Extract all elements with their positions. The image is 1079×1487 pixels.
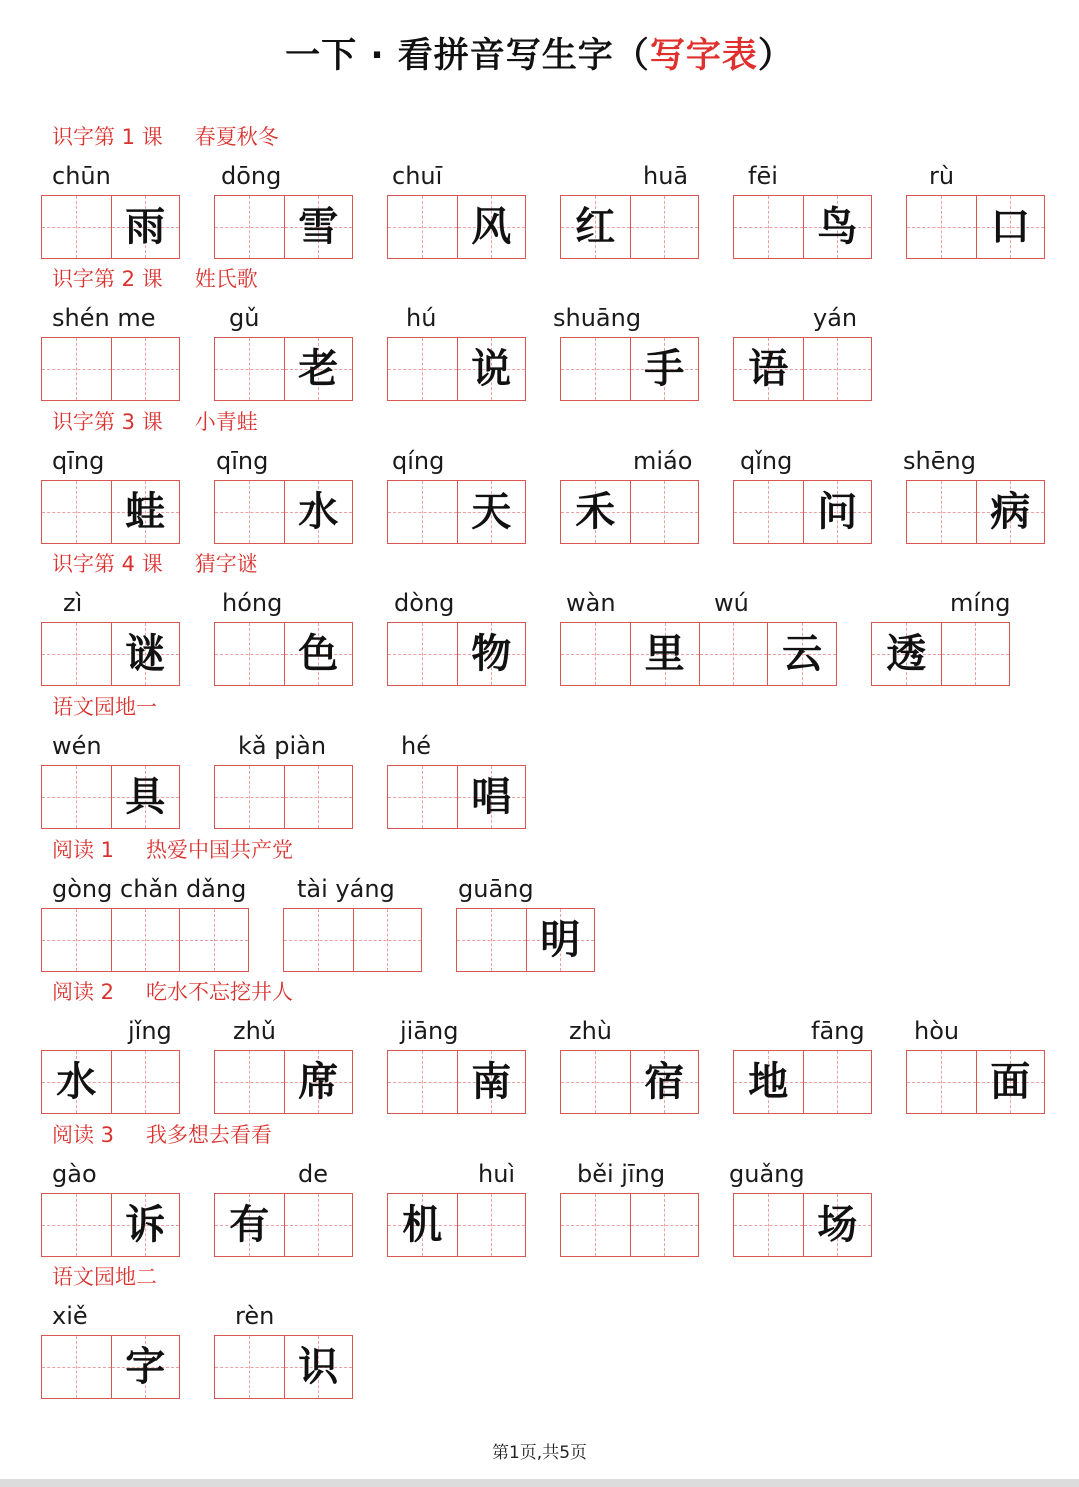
character-cell <box>215 1194 284 1256</box>
blank-writing-cell[interactable] <box>907 1051 976 1113</box>
lesson-title: 姓氏歌 <box>194 267 258 291</box>
character-cell <box>457 623 526 685</box>
character-cell <box>111 1336 180 1398</box>
blank-writing-cell[interactable] <box>734 481 803 543</box>
tianzige-grid <box>214 337 353 401</box>
tianzige-grid <box>733 337 872 401</box>
blank-writing-cell[interactable] <box>284 1194 353 1256</box>
lesson-heading <box>52 407 258 437</box>
lesson-number: 阅读 1 <box>52 838 115 862</box>
lesson-number: 阅读 2 <box>52 980 115 1004</box>
blank-writing-cell[interactable] <box>111 1051 180 1113</box>
tianzige-grid <box>733 195 872 259</box>
hanzi-character: 席 <box>298 1058 339 1105</box>
blank-writing-cell[interactable] <box>42 196 111 258</box>
hanzi-character: 红 <box>575 203 616 250</box>
hanzi-character: 禾 <box>575 488 616 535</box>
pinyin-label: chuī <box>392 162 443 190</box>
character-cell <box>976 196 1045 258</box>
pinyin-label: dōng <box>221 162 282 190</box>
lesson-heading <box>52 835 293 865</box>
blank-writing-cell[interactable] <box>42 623 111 685</box>
tianzige-grid <box>560 622 837 686</box>
tianzige-grid <box>214 1335 353 1399</box>
character-cell <box>284 481 353 543</box>
bottom-bar <box>0 1479 1079 1487</box>
lesson-title: 小青蛙 <box>194 410 258 434</box>
tianzige-grid <box>41 1050 180 1114</box>
blank-writing-cell[interactable] <box>630 481 699 543</box>
pinyin-label: hú <box>406 304 437 332</box>
tianzige-grid <box>733 1050 872 1114</box>
tianzige-grid <box>283 908 422 972</box>
page-title <box>0 30 1079 82</box>
blank-writing-cell[interactable] <box>215 1336 284 1398</box>
pinyin-label: huì <box>478 1160 516 1188</box>
character-cell <box>803 196 872 258</box>
pinyin-label: rèn <box>235 1302 275 1330</box>
character-cell <box>767 623 836 685</box>
tianzige-grid <box>41 195 180 259</box>
hanzi-character: 唱 <box>471 773 512 820</box>
blank-writing-cell[interactable] <box>42 1336 111 1398</box>
pinyin-label: wàn <box>566 589 616 617</box>
pinyin-label: hòu <box>914 1017 960 1045</box>
pinyin-label: shēng <box>903 447 976 475</box>
blank-writing-cell[interactable] <box>388 1051 457 1113</box>
character-cell <box>284 196 353 258</box>
pinyin-label: jiāng <box>400 1017 459 1045</box>
pinyin-label: guǎng <box>729 1160 805 1188</box>
blank-writing-cell[interactable] <box>42 338 111 400</box>
lesson-title: 春夏秋冬 <box>194 125 279 149</box>
tianzige-grid <box>456 908 595 972</box>
blank-writing-cell[interactable] <box>803 1051 872 1113</box>
blank-writing-cell[interactable] <box>941 623 1010 685</box>
hanzi-character: 机 <box>402 1201 443 1248</box>
tianzige-grid <box>41 1335 180 1399</box>
tianzige-grid <box>733 480 872 544</box>
blank-writing-cell[interactable] <box>561 338 630 400</box>
hanzi-character: 水 <box>56 1058 97 1105</box>
hanzi-character: 地 <box>748 1058 789 1105</box>
lesson-number: 识字第 4 课 <box>52 552 163 576</box>
blank-writing-cell[interactable] <box>734 196 803 258</box>
character-cell <box>630 338 699 400</box>
blank-writing-cell[interactable] <box>803 338 872 400</box>
tianzige-grid <box>41 337 180 401</box>
tianzige-grid <box>387 622 526 686</box>
character-cell <box>284 1336 353 1398</box>
tianzige-grid <box>214 765 353 829</box>
hanzi-character: 云 <box>782 630 823 677</box>
hanzi-character: 有 <box>229 1201 270 1248</box>
character-cell <box>111 1194 180 1256</box>
tianzige-grid <box>387 195 526 259</box>
hanzi-character: 口 <box>990 203 1031 250</box>
hanzi-character: 雪 <box>298 203 339 250</box>
pinyin-label: yán <box>813 304 858 332</box>
hanzi-character: 透 <box>886 630 927 677</box>
tianzige-grid <box>560 1050 699 1114</box>
character-cell <box>284 338 353 400</box>
blank-writing-cell[interactable] <box>907 196 976 258</box>
tianzige-grid <box>387 480 526 544</box>
character-cell <box>457 196 526 258</box>
blank-writing-cell[interactable] <box>457 1194 526 1256</box>
lesson-heading <box>52 977 293 1007</box>
character-cell <box>457 481 526 543</box>
blank-writing-cell[interactable] <box>215 481 284 543</box>
pinyin-label: de <box>298 1160 328 1188</box>
hanzi-character: 鸟 <box>817 203 858 250</box>
blank-writing-cell[interactable] <box>734 1194 803 1256</box>
character-cell <box>976 481 1045 543</box>
tianzige-grid <box>906 1050 1045 1114</box>
pinyin-label: qīng <box>52 447 105 475</box>
lesson-number: 识字第 2 课 <box>52 267 163 291</box>
page-footer: 第1页,共5页 <box>491 1443 588 1463</box>
lesson-heading <box>52 692 157 722</box>
blank-writing-cell[interactable] <box>42 766 111 828</box>
blank-writing-cell[interactable] <box>215 1051 284 1113</box>
character-cell <box>42 1051 111 1113</box>
tianzige-grid <box>733 1193 872 1257</box>
hanzi-character: 南 <box>471 1058 512 1105</box>
hanzi-character: 风 <box>471 203 512 250</box>
pinyin-label: gòng chǎn dǎng <box>52 875 247 903</box>
pinyin-label: chūn <box>52 162 111 190</box>
hanzi-character: 雨 <box>125 203 166 250</box>
hanzi-character: 诉 <box>125 1201 166 1248</box>
pinyin-label: guāng <box>458 875 534 903</box>
hanzi-character: 说 <box>471 345 512 392</box>
tianzige-grid <box>906 195 1045 259</box>
tianzige-grid <box>41 908 249 972</box>
hanzi-character: 色 <box>298 630 339 677</box>
blank-writing-cell[interactable] <box>561 1194 630 1256</box>
blank-writing-cell[interactable] <box>457 909 526 971</box>
pinyin-label: huā <box>643 162 689 190</box>
character-cell <box>526 909 595 971</box>
character-cell <box>457 1051 526 1113</box>
blank-writing-cell[interactable] <box>630 1194 699 1256</box>
pinyin-label: qíng <box>392 447 445 475</box>
title-highlight: 写字表 <box>649 36 758 76</box>
hanzi-character: 病 <box>990 488 1031 535</box>
character-cell <box>734 338 803 400</box>
blank-writing-cell[interactable] <box>388 338 457 400</box>
character-cell <box>111 623 180 685</box>
blank-writing-cell[interactable] <box>699 623 768 685</box>
pinyin-label: hóng <box>222 589 283 617</box>
character-cell <box>630 1051 699 1113</box>
blank-writing-cell[interactable] <box>215 623 284 685</box>
blank-writing-cell[interactable] <box>907 481 976 543</box>
tianzige-grid <box>387 1193 526 1257</box>
pinyin-label: kǎ piàn <box>238 732 327 760</box>
pinyin-label: zì <box>63 589 83 617</box>
tianzige-grid <box>387 1050 526 1114</box>
pinyin-label: rù <box>929 162 955 190</box>
tianzige-grid <box>214 1193 353 1257</box>
tianzige-grid <box>41 765 180 829</box>
pinyin-label: wú <box>714 589 749 617</box>
pinyin-label: zhù <box>569 1017 613 1045</box>
character-cell <box>457 766 526 828</box>
tianzige-grid <box>560 480 699 544</box>
pinyin-label: tài yáng <box>297 875 395 903</box>
hanzi-character: 里 <box>644 630 685 677</box>
title-main: 一下 · 看拼音写生字（ <box>285 36 650 76</box>
lesson-title: 热爱中国共产党 <box>146 838 294 862</box>
pinyin-label: dòng <box>394 589 455 617</box>
pinyin-label: běi jīng <box>577 1160 666 1188</box>
hanzi-character: 手 <box>644 345 685 392</box>
character-cell <box>561 196 630 258</box>
tianzige-grid <box>560 337 699 401</box>
blank-writing-cell[interactable] <box>215 196 284 258</box>
lesson-number: 识字第 1 课 <box>52 125 163 149</box>
hanzi-character: 水 <box>298 488 339 535</box>
blank-writing-cell[interactable] <box>630 196 699 258</box>
tianzige-grid <box>560 195 699 259</box>
blank-writing-cell[interactable] <box>388 766 457 828</box>
pinyin-label: miáo <box>633 447 693 475</box>
character-cell <box>111 196 180 258</box>
lesson-number: 识字第 3 课 <box>52 410 163 434</box>
character-cell <box>111 766 180 828</box>
character-cell <box>284 623 353 685</box>
blank-writing-cell[interactable] <box>353 909 422 971</box>
lesson-heading <box>52 264 258 294</box>
pinyin-label: shén me <box>52 304 156 332</box>
hanzi-character: 语 <box>748 345 789 392</box>
character-cell <box>457 338 526 400</box>
lesson-number: 语文园地一 <box>52 695 157 719</box>
lesson-title: 猜字谜 <box>194 552 258 576</box>
lesson-heading <box>52 1262 157 1292</box>
character-cell <box>803 1194 872 1256</box>
blank-writing-cell[interactable] <box>179 909 248 971</box>
tianzige-grid <box>387 337 526 401</box>
pinyin-label: gào <box>52 1160 97 1188</box>
pinyin-label: xiě <box>52 1302 88 1330</box>
character-cell <box>111 481 180 543</box>
blank-writing-cell[interactable] <box>111 338 180 400</box>
hanzi-character: 蛙 <box>125 488 166 535</box>
blank-writing-cell[interactable] <box>284 909 353 971</box>
pinyin-label: shuāng <box>553 304 642 332</box>
pinyin-label: qǐng <box>740 447 793 475</box>
hanzi-character: 老 <box>298 345 339 392</box>
pinyin-label: hé <box>401 732 431 760</box>
hanzi-character: 谜 <box>125 630 166 677</box>
pinyin-label: míng <box>950 589 1011 617</box>
blank-writing-cell[interactable] <box>42 481 111 543</box>
blank-writing-cell[interactable] <box>284 766 353 828</box>
blank-writing-cell[interactable] <box>388 623 457 685</box>
hanzi-character: 字 <box>125 1343 166 1390</box>
character-cell <box>284 1051 353 1113</box>
hanzi-character: 场 <box>817 1201 858 1248</box>
pinyin-label: gǔ <box>229 304 260 332</box>
hanzi-character: 识 <box>298 1343 339 1390</box>
blank-writing-cell[interactable] <box>561 1051 630 1113</box>
blank-writing-cell[interactable] <box>111 909 180 971</box>
tianzige-grid <box>214 480 353 544</box>
tianzige-grid <box>387 765 526 829</box>
character-cell <box>803 481 872 543</box>
pinyin-label: zhǔ <box>233 1017 277 1045</box>
lesson-heading <box>52 549 258 579</box>
hanzi-character: 问 <box>817 488 858 535</box>
tianzige-grid <box>41 1193 180 1257</box>
lesson-number: 阅读 3 <box>52 1123 115 1147</box>
blank-writing-cell[interactable] <box>215 338 284 400</box>
blank-writing-cell[interactable] <box>388 196 457 258</box>
tianzige-grid <box>214 1050 353 1114</box>
hanzi-character: 面 <box>990 1058 1031 1105</box>
pinyin-label: fēi <box>748 162 778 190</box>
character-cell <box>976 1051 1045 1113</box>
pinyin-label: wén <box>52 732 102 760</box>
lesson-number: 语文园地二 <box>52 1265 157 1289</box>
tianzige-grid <box>560 1193 699 1257</box>
hanzi-character: 物 <box>471 630 512 677</box>
lesson-heading <box>52 1120 272 1150</box>
tianzige-grid <box>906 480 1045 544</box>
hanzi-character: 宿 <box>644 1058 685 1105</box>
pinyin-label: qīng <box>216 447 269 475</box>
tianzige-grid <box>871 622 1010 686</box>
character-cell <box>388 1194 457 1256</box>
hanzi-character: 天 <box>471 488 512 535</box>
character-cell <box>561 481 630 543</box>
pinyin-label: jǐng <box>128 1017 172 1045</box>
blank-writing-cell[interactable] <box>388 481 457 543</box>
tianzige-grid <box>214 195 353 259</box>
character-cell <box>734 1051 803 1113</box>
tianzige-grid <box>41 480 180 544</box>
hanzi-character: 明 <box>540 916 581 963</box>
character-cell <box>630 623 699 685</box>
character-cell <box>872 623 941 685</box>
tianzige-grid <box>214 622 353 686</box>
blank-writing-cell[interactable] <box>561 623 630 685</box>
lesson-title: 吃水不忘挖井人 <box>146 980 294 1004</box>
pinyin-label: fāng <box>811 1017 865 1045</box>
lesson-heading <box>52 122 279 152</box>
tianzige-grid <box>41 622 180 686</box>
title-end: ） <box>757 36 794 76</box>
blank-writing-cell[interactable] <box>42 909 111 971</box>
blank-writing-cell[interactable] <box>215 766 284 828</box>
blank-writing-cell[interactable] <box>42 1194 111 1256</box>
lesson-title: 我多想去看看 <box>146 1123 273 1147</box>
hanzi-character: 具 <box>125 773 166 820</box>
